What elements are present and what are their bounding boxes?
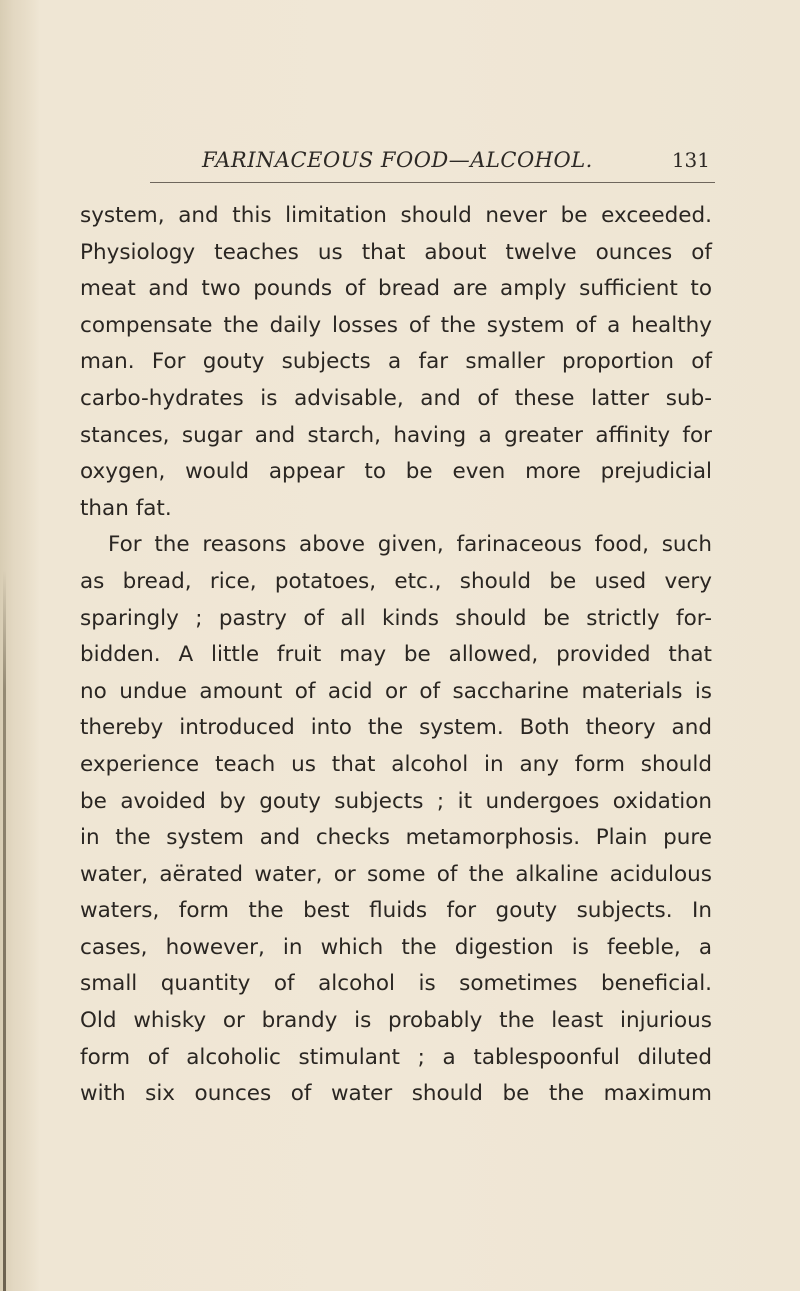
text-line: system, and this limitation should never be exceeded.	[80, 203, 712, 228]
text-line: than fat.	[80, 495, 172, 521]
text-line: bidden. A little fruit may be allowed, provided that	[80, 642, 712, 668]
text-line: stances, sugar and starch, having a greater affinity for	[80, 422, 712, 448]
text-line: waters, form the best fluids for gouty subjects. In	[80, 898, 712, 924]
text-line: For the reasons above given, farinaceous food, such	[108, 532, 712, 558]
body-text	[80, 198, 712, 1113]
running-head	[150, 140, 710, 180]
text-line: man. For gouty subjects a far smaller proportion of	[80, 349, 712, 375]
text-line: with six ounces of water should be the maximum	[80, 1081, 712, 1107]
text-line: experience teach us that alcohol in any form should	[80, 751, 712, 777]
text-line: in the system and checks metamorphosis. Plain pure	[80, 825, 712, 851]
text-line: oxygen, would appear to be even more prejudicial	[80, 459, 712, 485]
binding-edge	[3, 570, 6, 1291]
text-line: Old whisky or brandy is probably the least injurious	[80, 1008, 712, 1034]
text-line: sparingly ; pastry of all kinds should be strictly for-	[80, 605, 712, 631]
text-line: cases, however, in which the digestion is feeble, a	[80, 934, 712, 960]
text-line: water, aërated water, or some of the alkaline acidulous	[80, 861, 712, 887]
text-line: no undue amount of acid or of saccharine materials is	[80, 678, 712, 704]
text-line: thereby introduced into the system. Both theory and	[80, 715, 712, 741]
running-title: FARINACEOUS FOOD—ALCOHOL.	[202, 148, 593, 172]
page-number: 131	[671, 148, 710, 172]
text-line: Physiology teaches us that about twelve ounces of	[80, 239, 712, 265]
text-line: small quantity of alcohol is sometimes beneficial.	[80, 971, 712, 997]
text-line: compensate the daily losses of the system of a healthy	[80, 312, 712, 338]
text-line: as bread, rice, potatoes, etc., should be used very	[80, 568, 712, 594]
text-line: meat and two pounds of bread are amply sufficient to	[80, 276, 712, 302]
text-line: form of alcoholic stimulant ; a tablespoonful diluted	[80, 1044, 712, 1070]
gutter-shadow	[0, 0, 40, 1291]
text-line: carbo-hydrates is advisable, and of these latter sub-	[80, 385, 712, 411]
header-rule	[150, 182, 715, 183]
text-line: be avoided by gouty subjects ; it undergoes oxidation	[80, 788, 712, 814]
